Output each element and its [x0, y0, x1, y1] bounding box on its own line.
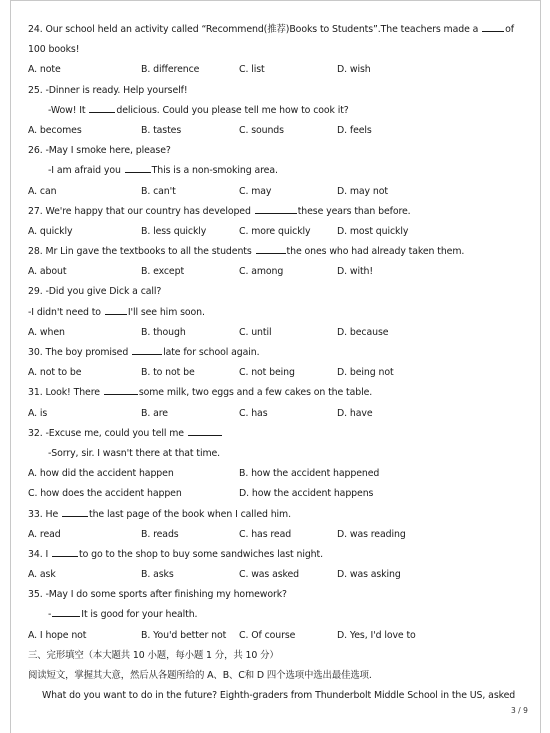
option-b: B. You'd better not	[141, 629, 227, 641]
question-24-line-2: 100 books!	[28, 44, 80, 56]
page-border-left	[10, 0, 11, 733]
option-c: C. how does the accident happen	[28, 488, 182, 500]
answer-blank	[255, 202, 297, 214]
option-c: C. more quickly	[239, 225, 311, 237]
option-d: D. because	[337, 326, 389, 338]
answer-blank	[132, 343, 162, 355]
option-b: B. how the accident happened	[239, 468, 380, 480]
option-c: C. until	[239, 326, 272, 338]
option-a: A. about	[28, 266, 67, 278]
option-d: D. Yes, I'd love to	[337, 629, 416, 641]
option-a: A. how did the accident happen	[28, 468, 174, 480]
option-a: A. ask	[28, 569, 56, 581]
option-d: D. was reading	[337, 528, 406, 540]
page-border-right	[540, 0, 541, 733]
option-b: B. though	[141, 326, 186, 338]
question-32-line-2: -Sorry, sir. I wasn't there at that time.	[48, 447, 221, 459]
question-29-line-1: 29. -Did you give Dick a call?	[28, 286, 162, 298]
answer-blank	[62, 505, 88, 517]
option-d: D. most quickly	[337, 225, 409, 237]
option-b: B. difference	[141, 64, 200, 76]
option-a: A. can	[28, 185, 57, 197]
option-c: C. not being	[239, 367, 295, 379]
question-31-line-1: 31. Look! There some milk, two eggs and a few cakes on the table.	[28, 383, 533, 403]
question-35-line-2: - It is good for your health.	[28, 605, 533, 625]
question-25-line-2: -Wow! It delicious. Could you please tell me how to cook it?	[28, 101, 533, 121]
option-c: C. list	[239, 64, 265, 76]
answer-blank	[52, 545, 78, 557]
option-c: C. was asked	[239, 569, 300, 581]
option-b: B. can't	[141, 185, 176, 197]
question-27-line-1: 27. We're happy that our country has developed these years than before.	[28, 202, 533, 222]
option-c: C. may	[239, 185, 272, 197]
option-a: A. becomes	[28, 124, 82, 136]
option-c: C. sounds	[239, 124, 284, 136]
option-b: B. reads	[141, 528, 179, 540]
option-d: D. how the accident happens	[239, 488, 374, 500]
option-c: C. has read	[239, 528, 292, 540]
answer-blank	[104, 383, 138, 395]
question-32-options-cd	[28, 484, 533, 504]
option-b: B. are	[141, 407, 168, 419]
option-a: A. not to be	[28, 367, 82, 379]
option-b: B. to not be	[141, 367, 195, 379]
question-34-line-1: 34. I to go to the shop to buy some sandwiches last night.	[28, 545, 533, 565]
question-24-options	[28, 60, 533, 80]
section-heading: 三、完形填空（本大题共 10 小题，每小题 1 分，共 10 分）	[28, 649, 279, 661]
question-26-line-1: 26. -May I smoke here, please?	[28, 145, 171, 157]
section-instruction: 阅读短文，掌握其大意，然后从各题所给的 A、B、C和 D 四个选项中选出最佳选项.	[28, 670, 372, 681]
question-25-line-1: 25. -Dinner is ready. Help yourself!	[28, 84, 188, 96]
answer-blank	[188, 424, 222, 436]
question-29-line-2: -I didn't need to I'll see him soon.	[28, 303, 533, 323]
option-b: B. asks	[141, 569, 174, 581]
option-c: C. among	[239, 266, 284, 278]
question-28-line-1: 28. Mr Lin gave the textbooks to all the students the ones who had already taken them.	[28, 242, 533, 262]
question-25-options	[28, 121, 533, 141]
answer-blank	[105, 303, 127, 315]
option-a: A. I hope not	[28, 629, 87, 641]
answer-blank	[89, 101, 115, 113]
option-d: D. may not	[337, 185, 388, 197]
question-30-line-1: 30. The boy promised late for school again.	[28, 343, 533, 363]
question-32-line-1: 32. -Excuse me, could you tell me	[28, 424, 533, 444]
option-c: C. has	[239, 407, 268, 419]
answer-blank	[256, 242, 286, 254]
exam-content	[28, 20, 533, 706]
passage-first-line: What do you want to do in the future? Eighth-graders from Thunderbolt Middle School in the US, asked	[42, 690, 516, 702]
answer-blank	[125, 161, 151, 173]
option-c: C. Of course	[239, 629, 296, 641]
question-27-options	[28, 222, 533, 242]
question-33-options	[28, 525, 533, 545]
answer-blank	[482, 20, 504, 32]
option-a: A. is	[28, 407, 48, 419]
question-35-line-1: 35. -May I do some sports after finishing my homework?	[28, 589, 287, 601]
option-d: D. with!	[337, 266, 374, 278]
option-b: B. tastes	[141, 124, 182, 136]
question-30-options	[28, 363, 533, 383]
option-b: B. except	[141, 266, 185, 278]
question-32-options-ab	[28, 464, 533, 484]
answer-blank	[52, 605, 80, 617]
option-d: D. was asking	[337, 569, 401, 581]
question-35-options	[28, 626, 533, 646]
question-28-options	[28, 262, 533, 282]
question-26-line-2: -I am afraid you This is a non-smoking area.	[28, 161, 533, 181]
option-d: D. being not	[337, 367, 394, 379]
question-29-options	[28, 323, 533, 343]
page-border-top	[10, 0, 540, 1]
option-a: A. note	[28, 64, 61, 76]
page-number: 3 / 9	[511, 706, 528, 715]
question-33-line-1: 33. He the last page of the book when I called him.	[28, 505, 533, 525]
option-d: D. have	[337, 407, 373, 419]
option-b: B. less quickly	[141, 225, 207, 237]
question-31-options	[28, 404, 533, 424]
option-a: A. read	[28, 528, 61, 540]
option-d: D. wish	[337, 64, 371, 76]
question-24-line-1: 24. Our school held an activity called “Recommend(推荐)Books to Students”.The teachers made a of	[28, 20, 533, 40]
option-a: A. quickly	[28, 225, 73, 237]
question-26-options	[28, 182, 533, 202]
question-34-options	[28, 565, 533, 585]
option-d: D. feels	[337, 124, 372, 136]
option-a: A. when	[28, 326, 65, 338]
